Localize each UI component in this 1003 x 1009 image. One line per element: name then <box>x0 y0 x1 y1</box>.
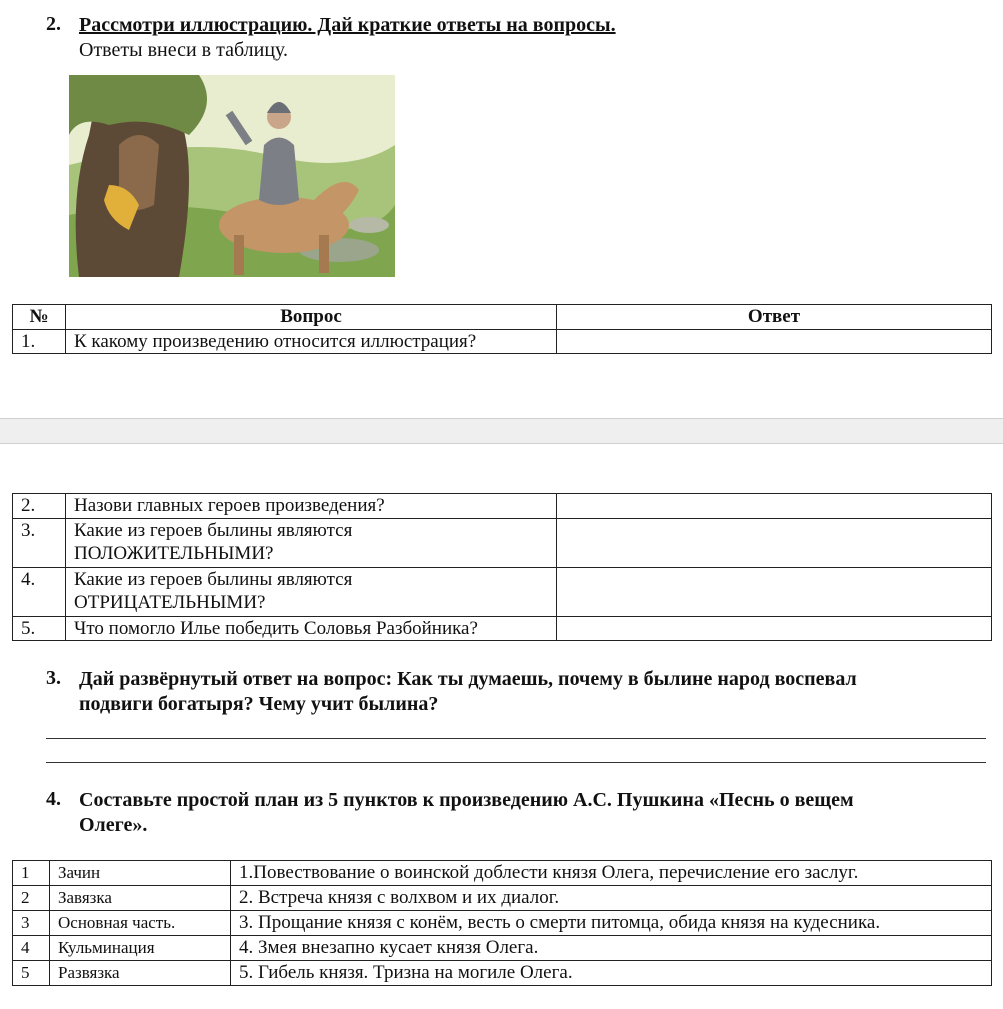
row-part: Зачин <box>50 861 231 886</box>
task3-number: 3. <box>46 667 61 689</box>
row-num: 2. <box>13 494 66 519</box>
row-num: 5 <box>13 961 50 986</box>
task4-number: 4. <box>46 788 61 810</box>
row-num: 3. <box>13 519 66 568</box>
table-row <box>13 568 992 617</box>
row-text: 3. Прощание князя с конём, весть о смерти питомца, обида князя на кудесника. <box>231 911 992 936</box>
row-num: 4 <box>13 936 50 961</box>
task4-line2: Олеге». <box>79 814 148 836</box>
task4-line1: Составьте простой план из 5 пунктов к произведению А.С. Пушкина «Песнь о вещем <box>79 789 854 811</box>
row-num: 1. <box>13 330 66 354</box>
table-row <box>13 886 992 911</box>
questions-table-1 <box>12 304 992 354</box>
table-row <box>13 861 992 886</box>
answer-cell[interactable] <box>557 330 992 354</box>
answer-cell[interactable] <box>557 494 992 519</box>
question-line: ПОЛОЖИТЕЛЬНЫМИ? <box>74 543 274 564</box>
row-text: 2. Встреча князя с волхвом и их диалог. <box>231 886 992 911</box>
row-text: 1.Повествование о воинской доблести князя Олега, перечисление его заслуг. <box>231 861 992 886</box>
question-line: Что помогло Илье победить Соловья Разбойника? <box>74 618 478 639</box>
task3-line2: подвиги богатыря? Чему учит былина? <box>79 693 439 715</box>
table-row <box>13 519 992 568</box>
questions-table-2 <box>12 493 992 641</box>
question-line: Назови главных героев произведения? <box>74 495 385 516</box>
row-part: Развязка <box>50 961 231 986</box>
question-line: Какие из героев былины являются <box>74 569 353 590</box>
row-question <box>66 519 557 568</box>
row-part: Кульминация <box>50 936 231 961</box>
page-break <box>0 418 1003 444</box>
answer-cell[interactable] <box>557 617 992 641</box>
row-text: 5. Гибель князя. Тризна на могиле Олега. <box>231 961 992 986</box>
question-line: Какие из героев былины являются <box>74 520 353 541</box>
row-part: Основная часть. <box>50 911 231 936</box>
table-row <box>13 911 992 936</box>
plan-table <box>12 860 992 986</box>
answer-line[interactable] <box>46 738 986 739</box>
col-header-question: Вопрос <box>66 305 557 330</box>
row-question <box>66 494 557 519</box>
row-num: 5. <box>13 617 66 641</box>
task2-title: Рассмотри иллюстрацию. Дай краткие ответы на вопросы. <box>79 14 616 36</box>
answer-cell[interactable] <box>557 568 992 617</box>
row-question <box>66 568 557 617</box>
row-num: 4. <box>13 568 66 617</box>
row-part: Завязка <box>50 886 231 911</box>
answer-line[interactable] <box>46 762 986 763</box>
row-num: 1 <box>13 861 50 886</box>
row-num: 3 <box>13 911 50 936</box>
bogatyr-illustration <box>69 75 395 277</box>
col-header-answer: Ответ <box>557 305 992 330</box>
task2-subtitle: Ответы внеси в таблицу. <box>79 39 289 61</box>
table-row <box>13 936 992 961</box>
row-question: К какому произведению относится иллюстрация? <box>66 330 557 354</box>
table-row <box>13 330 992 354</box>
table-row <box>13 494 992 519</box>
row-num: 2 <box>13 886 50 911</box>
question-line: ОТРИЦАТЕЛЬНЫМИ? <box>74 592 266 613</box>
col-header-num: № <box>13 305 66 330</box>
row-text: 4. Змея внезапно кусает князя Олега. <box>231 936 992 961</box>
answer-cell[interactable] <box>557 519 992 568</box>
row-question <box>66 617 557 641</box>
task2-number: 2. <box>46 13 61 35</box>
task3-line1: Дай развёрнутый ответ на вопрос: Как ты думаешь, почему в былине народ воспевал <box>79 668 857 690</box>
table-row <box>13 961 992 986</box>
table-row <box>13 617 992 641</box>
